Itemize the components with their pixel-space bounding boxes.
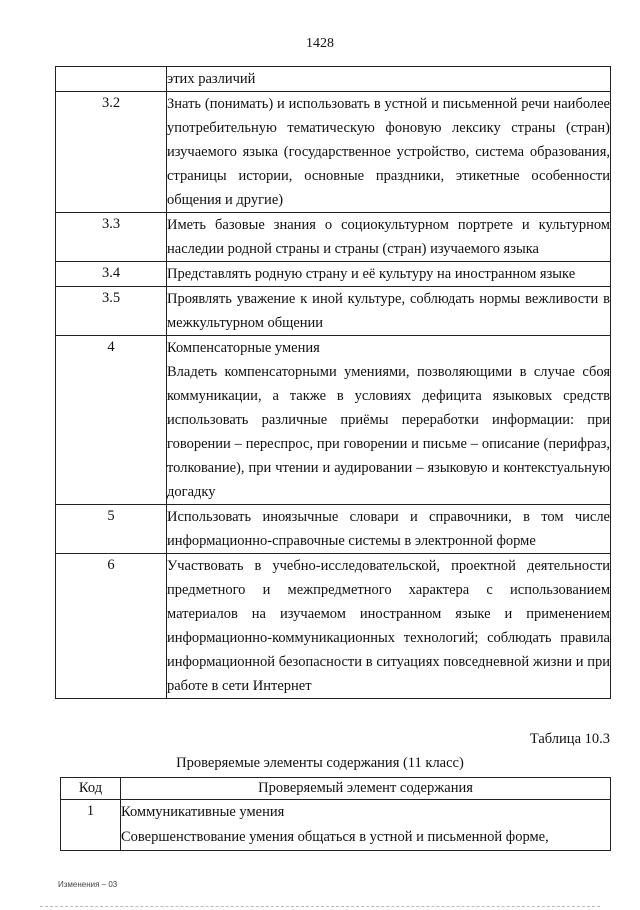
row-text xyxy=(167,67,611,92)
row-code: 3.2 xyxy=(56,92,167,213)
table-row xyxy=(61,800,611,851)
row-code: 3.5 xyxy=(56,287,167,336)
row-text xyxy=(167,262,611,287)
content-table-continued xyxy=(55,66,611,699)
scan-edge-line xyxy=(40,906,600,907)
table-title: Проверяемые элементы содержания (11 класс) xyxy=(176,755,464,771)
row-code: 4 xyxy=(56,336,167,505)
row-code: 5 xyxy=(56,505,167,554)
table-row xyxy=(56,213,611,262)
row-text-line: Участвовать в учебно-исследовательской, проектной деятельности предметного и межпредметного характера с использованием материалов на изучаемом иностранном языке и применением информационно-коммуникационных технологий; соблюдать правила информационной безопасности в ситуациях повседневной жизни и при работе в сети Интернет xyxy=(167,558,610,694)
row-heading: Коммуникативные умения xyxy=(121,804,285,820)
row-text xyxy=(167,336,611,505)
row-text-line: Иметь базовые знания о социокультурном портрете и культурном наследии родной страны и страны (стран) изучаемого языка xyxy=(167,217,610,257)
header-element: Проверяемый элемент содержания xyxy=(121,778,611,800)
table-caption: Таблица 10.3 xyxy=(529,731,610,747)
row-code xyxy=(56,67,167,92)
table-row xyxy=(56,67,611,92)
row-text xyxy=(167,213,611,262)
table-row xyxy=(56,287,611,336)
row-code: 3.3 xyxy=(56,213,167,262)
header-code: Код xyxy=(61,778,121,800)
row-text-line: Представлять родную страну и её культуру на иностранном языке xyxy=(167,266,576,282)
footer-note: Изменения – 03 xyxy=(58,880,118,889)
table-row xyxy=(56,262,611,287)
row-text-line: Знать (понимать) и использовать в устной и письменной речи наиболее употребительную тематическую фоновую лексику страны (стран) изучаемого языка (государственное устройство, система образования, страницы истории, основные праздники, этикетные особенности общения и другие) xyxy=(167,96,610,208)
row-text xyxy=(167,505,611,554)
row-text-line: Владеть компенсаторными умениями, позволяющими в случае сбоя коммуникации, а также в условиях дефицита языковых средств использовать различные приёмы переработки информации: при говорении – переспрос, при говорении и письме – описание (перифраз, толкование), при чтении и аудировании – языковую и контекстуальную догадку xyxy=(167,364,610,500)
table-row xyxy=(56,505,611,554)
table-row xyxy=(56,554,611,699)
row-text xyxy=(167,287,611,336)
row-code: 1 xyxy=(61,800,121,851)
table-row xyxy=(56,336,611,505)
row-text xyxy=(167,554,611,699)
row-heading: Компенсаторные умения xyxy=(167,340,320,356)
row-code: 3.4 xyxy=(56,262,167,287)
content-table-11 xyxy=(60,777,611,851)
row-text xyxy=(167,92,611,213)
row-text-line: Использовать иноязычные словари и справочники, в том числе информационно-справочные системы в электронной форме xyxy=(167,509,610,549)
table-header-row xyxy=(61,778,611,800)
row-code: 6 xyxy=(56,554,167,699)
row-text-line: Проявлять уважение к иной культуре, соблюдать нормы вежливости в межкультурном общении xyxy=(167,291,610,331)
page-number: 1428 xyxy=(306,36,334,51)
row-text-line: этих различий xyxy=(167,71,256,87)
row-text xyxy=(121,800,611,851)
row-text-line: Совершенствование умения общаться в устной и письменной форме, xyxy=(121,829,549,845)
table-row xyxy=(56,92,611,213)
